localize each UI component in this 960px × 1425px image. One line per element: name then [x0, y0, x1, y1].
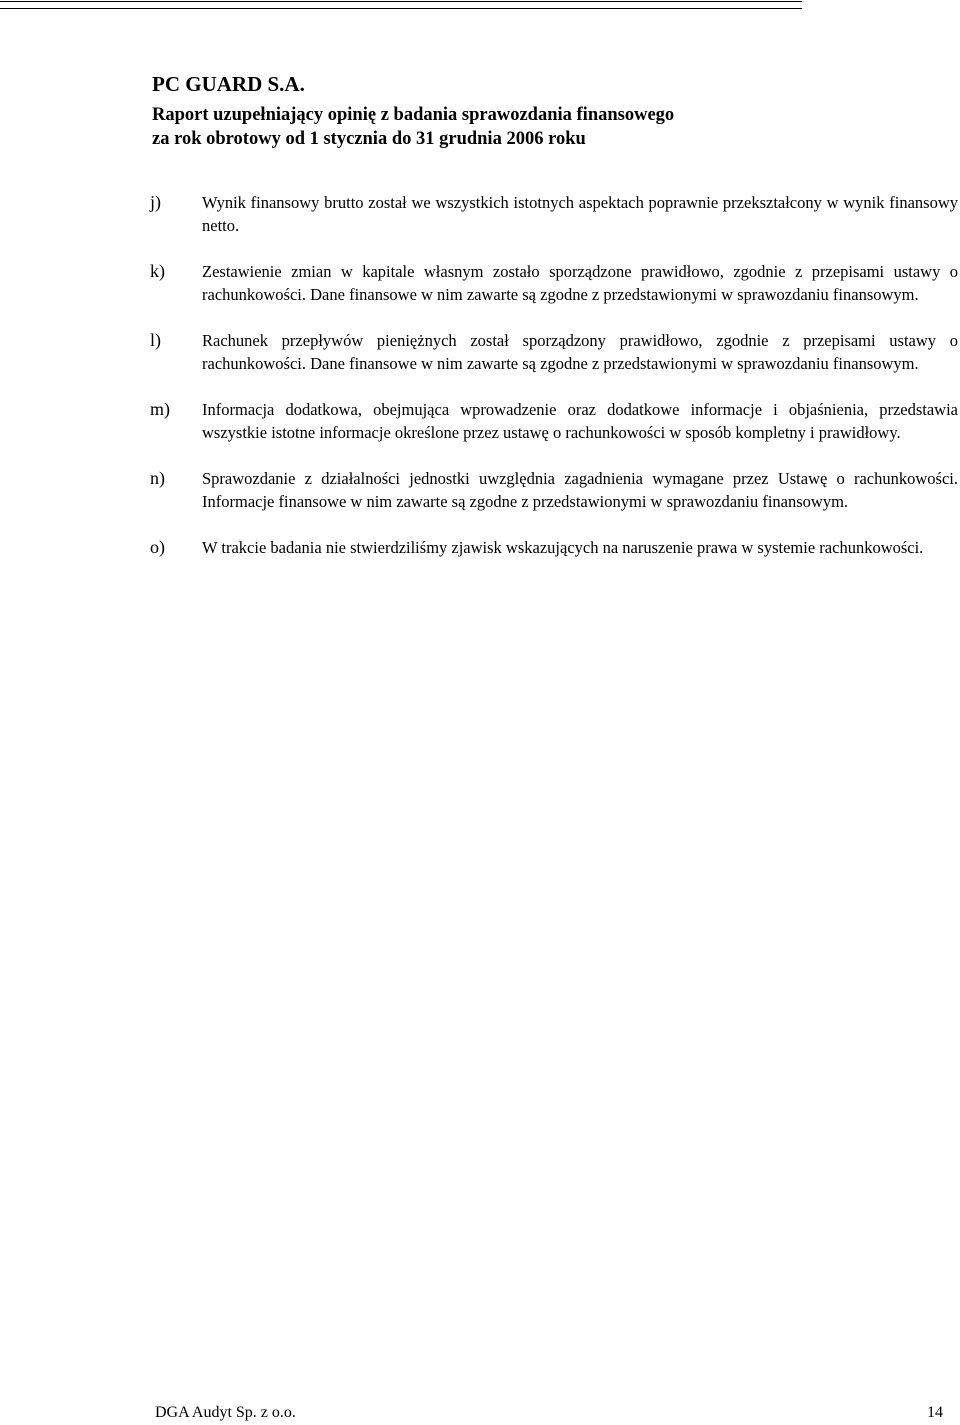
report-header: [152, 72, 912, 151]
item-label: k): [150, 261, 165, 281]
item-label: o): [150, 537, 165, 557]
item-text: Sprawozdanie z działalności jednostki uwzględnia zagadnienia wymagane przez Ustawę o rachunkowości. Informacje finansowe w nim zawarte są zgodne z przedstawionymi w sprawozdaniu finansowym.: [202, 469, 958, 511]
finding-item-m: [150, 398, 958, 444]
findings-list: [150, 191, 958, 582]
header-rule-thin: [0, 1, 802, 2]
report-title-line-1: Raport uzupełniający opinię z badania sprawozdania finansowego: [152, 105, 675, 125]
item-text: Wynik finansowy brutto został we wszystkich istotnych aspektach poprawnie przekształcony w wynik finansowy netto.: [202, 193, 958, 235]
item-text: Informacja dodatkowa, obejmująca wprowadzenie oraz dodatkowe informacje i objaśnienia, przedstawia wszystkie istotne informacje określone przez ustawę o rachunkowości w sposób kompletny i prawidłowy.: [202, 400, 958, 442]
finding-item-n: [150, 467, 958, 513]
finding-item-l: [150, 329, 958, 375]
company-name: PC GUARD S.A.: [152, 72, 305, 96]
footer-company: DGA Audyt Sp. z o.o.: [155, 1404, 296, 1421]
item-label: l): [150, 330, 161, 350]
item-text: W trakcie badania nie stwierdziliśmy zjawisk wskazujących na naruszenie prawa w systemie rachunkowości.: [202, 538, 924, 557]
item-label: j): [150, 192, 161, 212]
report-title-line-2: za rok obrotowy od 1 stycznia do 31 grudnia 2006 roku: [152, 129, 586, 149]
header-rule-thick: [0, 8, 802, 9]
finding-item-k: [150, 260, 958, 306]
page-number: 14: [927, 1404, 943, 1421]
item-label: n): [150, 468, 165, 488]
finding-item-o: [150, 536, 958, 559]
item-label: m): [150, 399, 170, 419]
finding-item-j: [150, 191, 958, 237]
item-text: Zestawienie zmian w kapitale własnym zostało sporządzone prawidłowo, zgodnie z przepisami ustawy o rachunkowości. Dane finansowe w nim zawarte są zgodne z przedstawionymi w sprawozdaniu finansowym.: [202, 262, 958, 304]
item-text: Rachunek przepływów pieniężnych został sporządzony prawidłowo, zgodnie z przepisami ustawy o rachunkowości. Dane finansowe w nim zawarte są zgodne z przedstawionymi w sprawozdaniu finansowym.: [202, 331, 958, 373]
